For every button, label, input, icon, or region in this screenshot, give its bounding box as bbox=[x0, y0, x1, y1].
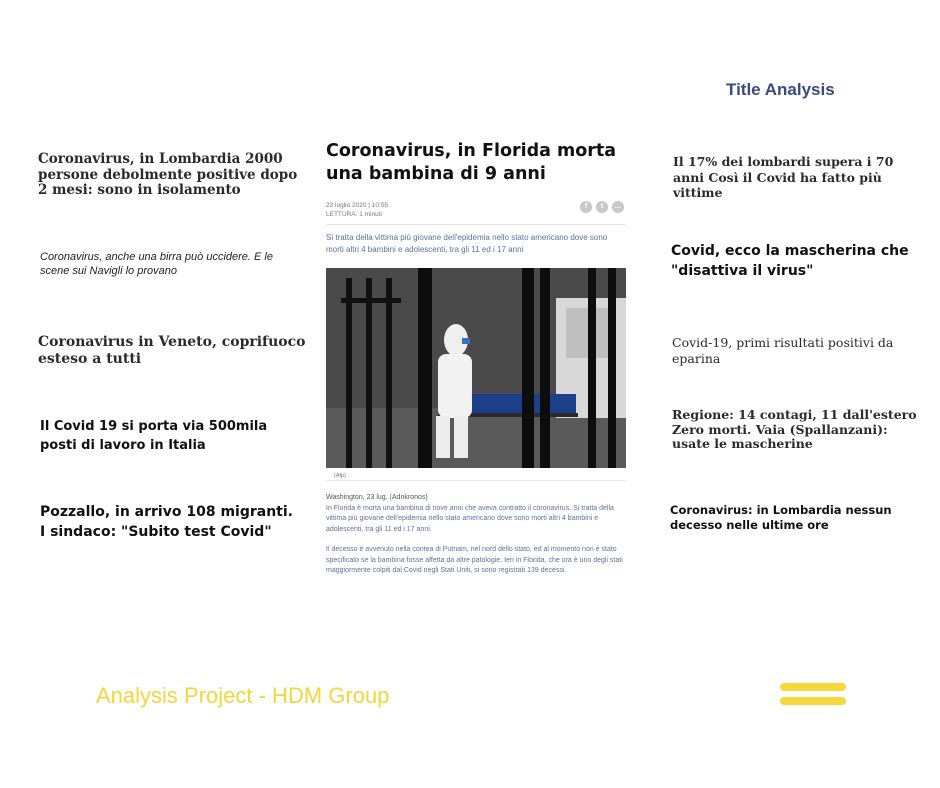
headline-left-2: Coronavirus, anche una birra può uccidere. E le scene sui Navigli lo provano bbox=[40, 251, 273, 277]
page-title: Title Analysis bbox=[726, 80, 835, 99]
article-paragraph-1: In Florida è morta una bambina di nove anni che aveva contratto il coronavirus. Si tratta della vittima più giovane dell'epidemia nello stato americano dove sono morti altri 4 bambini e adolescenti, tra gli 11 ed i 17 anni. bbox=[326, 504, 614, 533]
divider bbox=[326, 480, 626, 481]
photo-credit: (Afp) bbox=[334, 473, 346, 479]
headline-left-1: Coronavirus, in Lombardia 2000 persone debolmente positive dopo 2 mesi: sono in isolamento bbox=[38, 151, 298, 198]
divider bbox=[326, 224, 626, 225]
article-dateline: Washington, 23 lug. (Adnkronos) bbox=[326, 494, 428, 501]
more-icon[interactable]: … bbox=[612, 201, 624, 213]
headline-left-3: Coronavirus in Veneto, coprifuoco esteso a tutti bbox=[38, 334, 306, 367]
article-title: Coronavirus, in Florida morta una bambina di 9 anni bbox=[326, 141, 617, 184]
twitter-icon[interactable]: t bbox=[596, 201, 608, 213]
headline-left-4: Il Covid 19 si porta via 500mila posti di lavoro in Italia bbox=[40, 419, 268, 453]
facebook-icon[interactable]: f bbox=[580, 201, 592, 213]
photo-illustration bbox=[326, 268, 626, 468]
headline-right-4: Regione: 14 contagi, 11 dall'estero Zero morti. Vaia (Spallanzani): usate le mascherine bbox=[672, 407, 917, 451]
article-card bbox=[326, 140, 626, 580]
headline-right-3: Covid-19, primi risultati positivi da eparina bbox=[672, 335, 894, 366]
headline-right-5: Coronavirus: in Lombardia nessun decesso nelle ultime ore bbox=[670, 503, 892, 532]
headline-left-5: Pozzallo, in arrivo 108 migranti. I sindaco: "Subito test Covid" bbox=[40, 504, 293, 540]
menu-icon[interactable] bbox=[780, 683, 846, 709]
article-meta bbox=[326, 201, 388, 219]
article-date: 23 luglio 2020 | 10:55 bbox=[326, 202, 389, 209]
headline-right-2: Covid, ecco la mascherina che "disattiva il virus" bbox=[671, 243, 909, 279]
article-lead: Si tratta della vittima più giovane dell'epidemia nello stato americano dove sono morti altri 4 bambini e adolescenti, tra gli 11 ed i 17 anni bbox=[326, 233, 608, 254]
article-reading-time: LETTURA: 1 minuti bbox=[326, 211, 382, 218]
project-label: Analysis Project - HDM Group bbox=[96, 683, 390, 708]
article-photo bbox=[326, 268, 626, 468]
article-paragraph-2: Il decesso è avvenuto nella contea di Putnam, nel nord dello stato, ed al momento non è stato specificato se la bambina fosse affetta da altre patologie. Ieri in Florida, che ora è uno degli stati maggiormente colpiti dal Covid negli Stati Uniti, si sono registrati 139 decessi. bbox=[326, 546, 623, 574]
headline-right-1: Il 17% dei lombardi supera i 70 anni Così il Covid ha fatto più vittime bbox=[673, 154, 894, 200]
article-body bbox=[326, 493, 626, 587]
